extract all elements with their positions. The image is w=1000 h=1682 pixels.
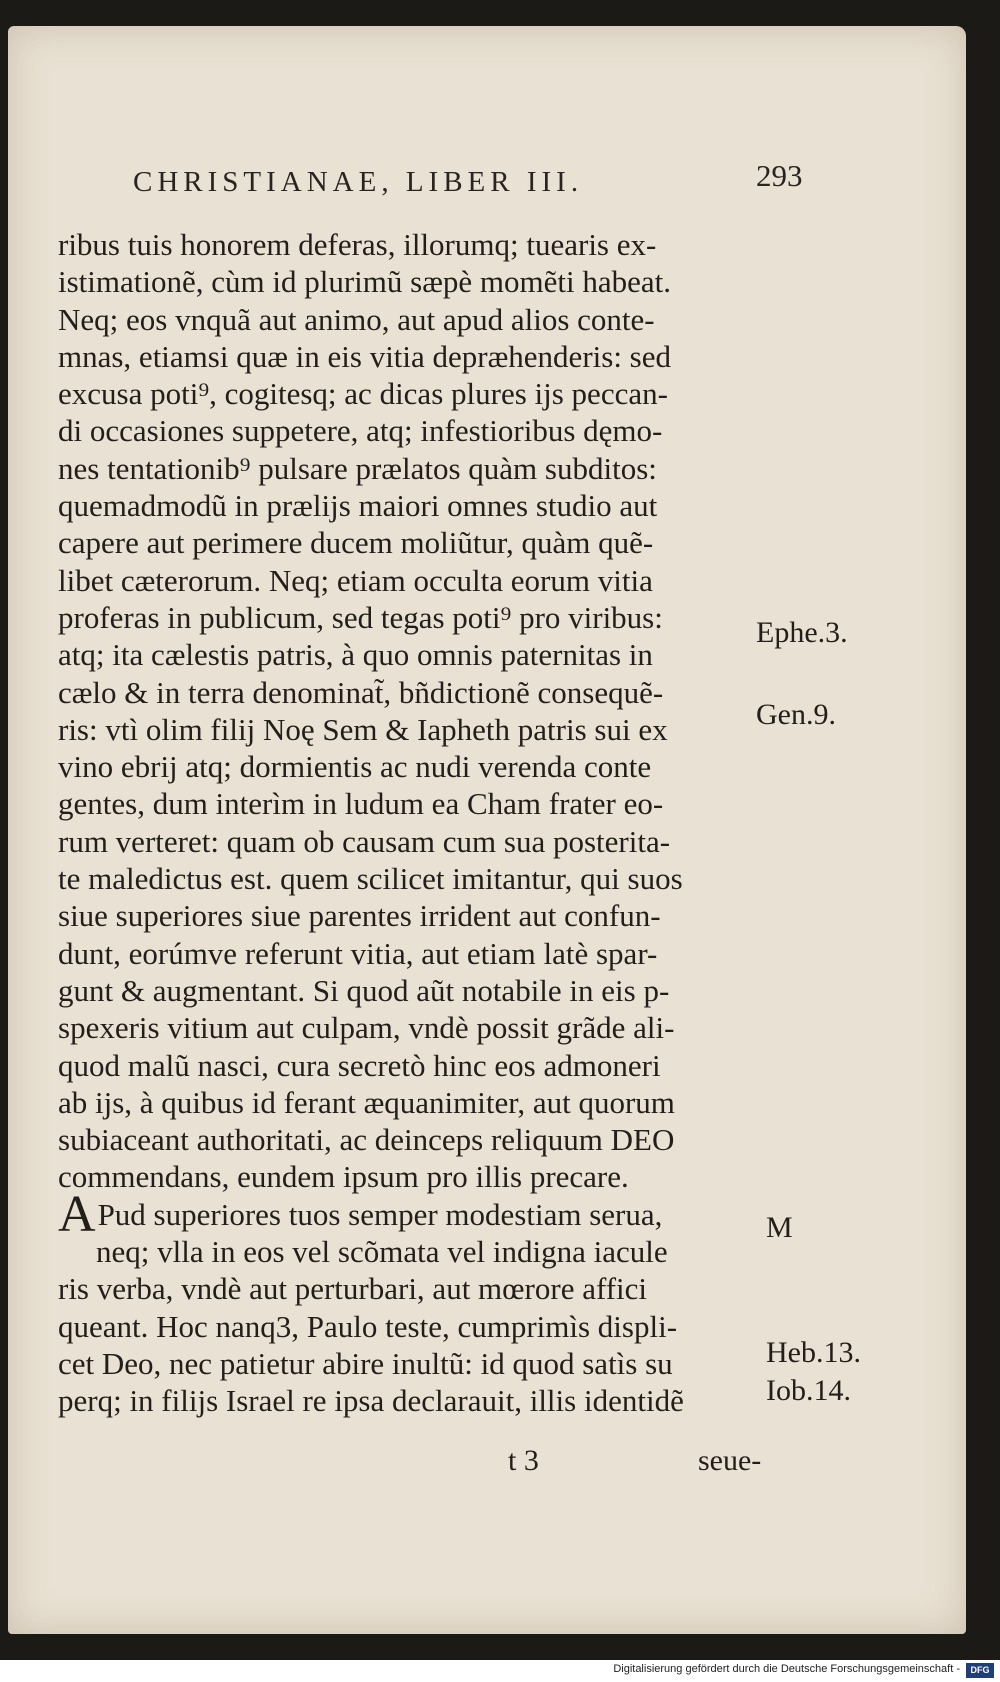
text-line: mnas, etiamsi quæ in eis vitia depræhenderis: sed — [58, 338, 672, 374]
dfg-logo: DFG — [966, 1663, 994, 1678]
text-line: nes tentationib⁹ pulsare prælatos quàm subditos: — [58, 450, 657, 486]
text-line: atq; ita cælestis patris, à quo omnis paternitas in — [58, 637, 653, 673]
text-line: ab ijs, à quibus id ferant æquanimiter, aut quorum — [58, 1084, 675, 1120]
text-line: quemadmodũ in prælijs maiori omnes studio aut — [58, 488, 658, 524]
text-line: siue superiores siue parentes irrident aut confun- — [58, 898, 661, 934]
text-line: subiaceant authoritati, ac deinceps reliquum DEO — [58, 1122, 675, 1158]
text-line: queant. Hoc nanq3, Paulo teste, cumprimìs displi- — [58, 1308, 678, 1344]
text-line: spexeris vitium aut culpam, vndè possit grãde ali- — [58, 1010, 675, 1046]
text-line: ribus tuis honorem deferas, illorumq; tuearis ex- — [58, 227, 657, 262]
page-number: 293 — [756, 158, 803, 193]
margin-note-job: Iob.14. — [766, 1374, 851, 1407]
text-line: Pud superiores tuos semper modestiam serua, — [97, 1196, 663, 1232]
text-line: proferas in publicum, sed tegas poti⁹ pro viribus: — [58, 599, 663, 635]
running-head: CHRISTIANAE, LIBER III. — [133, 166, 584, 198]
catchword: seue- — [698, 1444, 762, 1477]
text-line: gunt & augmentant. Si quod aũt notabile in eis p- — [58, 972, 670, 1008]
main-text-block — [58, 226, 758, 1420]
text-line: capere aut perimere ducem moliũtur, quàm quẽ- — [58, 525, 654, 561]
margin-note-ephesians: Ephe.3. — [756, 616, 848, 649]
book-page — [8, 26, 966, 1634]
text-line: neq; vlla in eos vel scõmata vel indigna iacule — [96, 1234, 668, 1270]
margin-note-genesis: Gen.9. — [756, 698, 836, 731]
text-line: vino ebrij atq; dormientis ac nudi verenda conte — [58, 749, 652, 785]
text-line: dunt, eorúmve referunt vitia, aut etiam latè spar- — [58, 935, 658, 971]
digitization-footer — [0, 1660, 1000, 1682]
text-line: quod malũ nasci, cura secretò hinc eos admoneri — [58, 1047, 661, 1083]
text-line: gentes, dum interìm in ludum ea Cham frater eo- — [58, 786, 664, 822]
funding-credit: Digitalisierung gefördert durch die Deutsche Forschungsgemeinschaft - — [613, 1663, 960, 1675]
text-line: cælo & in terra denominat̃, bñdictionẽ consequẽ- — [58, 674, 664, 710]
text-line: rum verteret: quam ob causam cum sua posterita- — [58, 823, 671, 859]
text-line: Neq; eos vnquã aut animo, aut apud alios conte- — [58, 301, 655, 337]
drop-cap: A — [58, 1195, 96, 1234]
catchline — [58, 1444, 762, 1484]
text-line: ris verba, vndè aut perturbari, aut mœrore affici — [58, 1271, 648, 1307]
text-line: excusa poti⁹, cogitesq; ac dicas plures ijs peccan- — [58, 376, 668, 412]
margin-note-m: M — [766, 1211, 793, 1244]
text-line: perq; in filijs Israel re ipsa declarauit, illis identidẽ — [58, 1383, 684, 1419]
text-line: ris: vtì olim filij Noę Sem & Iapheth patris sui ex — [58, 711, 668, 747]
margin-note-hebrews: Heb.13. — [766, 1336, 861, 1369]
text-line: di occasiones suppetere, atq; infestioribus dęmo- — [58, 413, 663, 449]
paragraph-first-line — [58, 1196, 758, 1233]
text-line: istimationẽ, cùm id plurimũ sæpè momẽti habeat. — [58, 264, 672, 300]
text-line: commendans, eundem ipsum pro illis precare. — [58, 1159, 629, 1195]
signature-mark: t 3 — [508, 1444, 539, 1477]
text-line: te maledictus est. quem scilicet imitantur, qui suos — [58, 861, 683, 897]
text-line: libet cæterorum. Neq; etiam occulta eorum vitia — [58, 562, 653, 598]
text-line: cet Deo, nec patietur abire inultũ: id quod satìs su — [58, 1345, 673, 1381]
